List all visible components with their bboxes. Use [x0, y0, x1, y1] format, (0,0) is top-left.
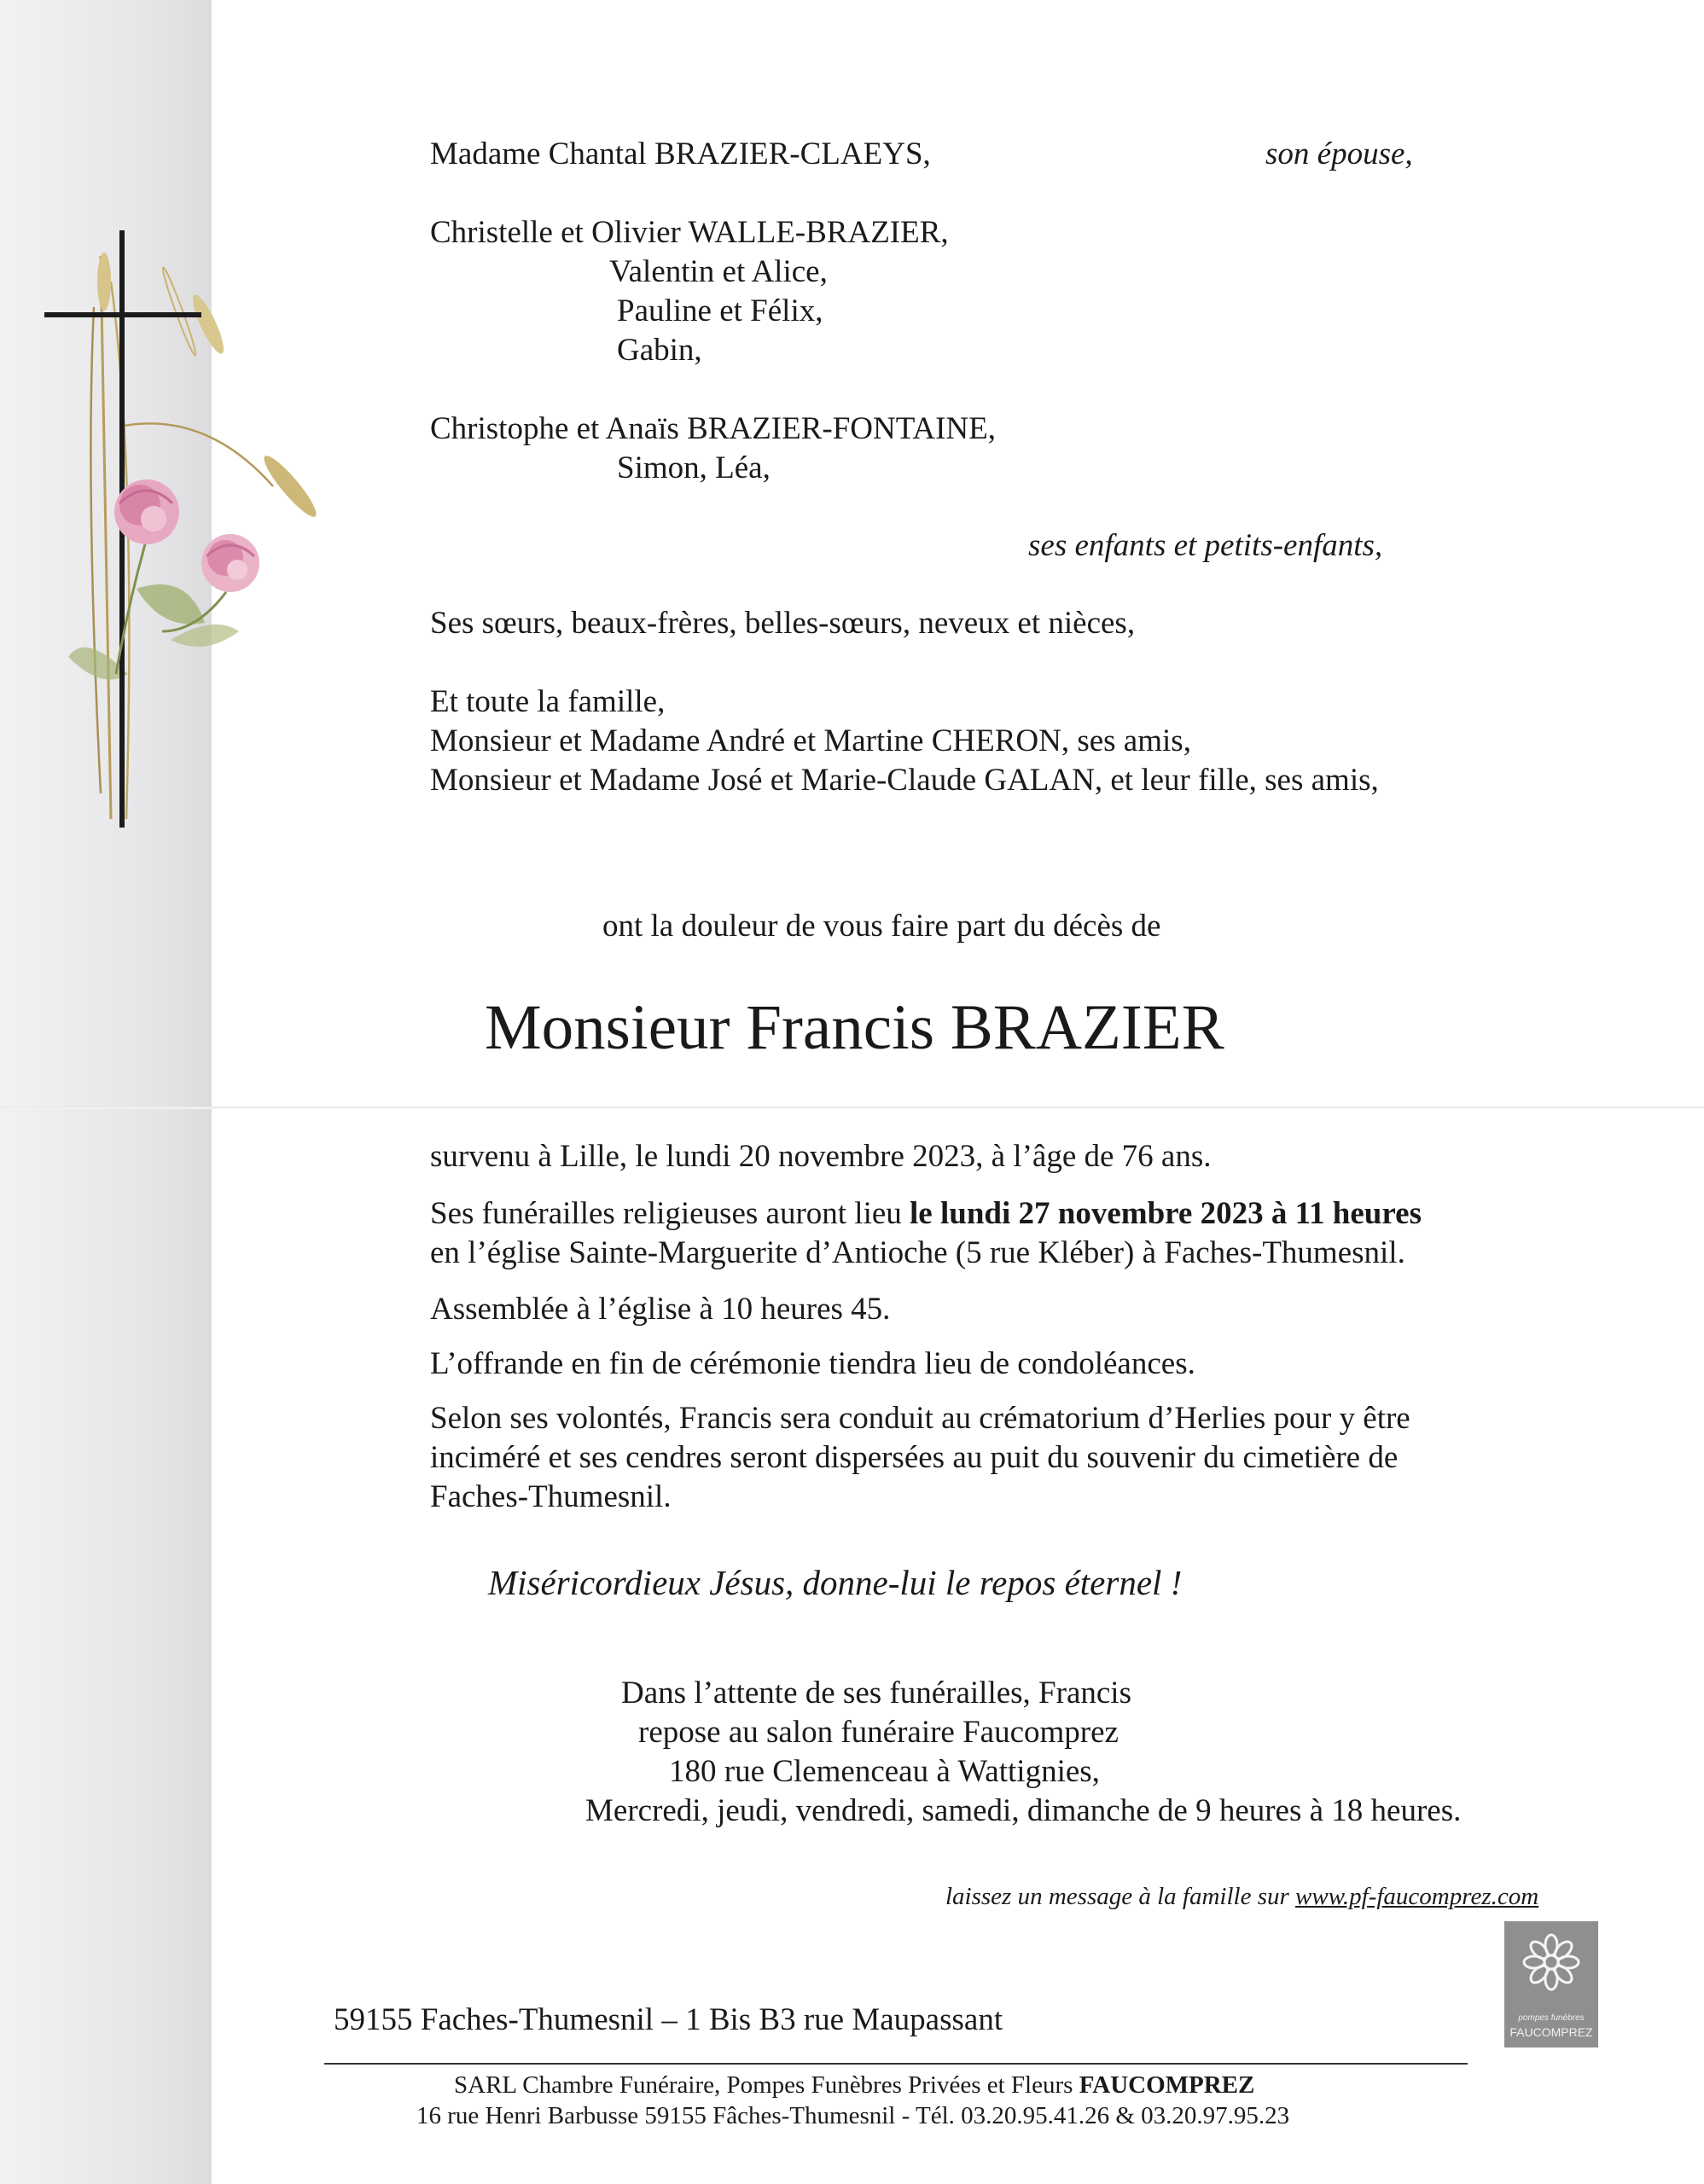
grandchildren-line: Simon, Léa,: [617, 450, 771, 485]
paper-fold-line: [0, 1107, 1704, 1109]
grandchildren-line: Valentin et Alice,: [609, 254, 828, 289]
footer-brand: FAUCOMPREZ: [1079, 2071, 1255, 2099]
visitation-line: repose au salon funéraire Faucomprez: [638, 1715, 1119, 1750]
prayer-line: Miséricordieux Jésus, donne-lui le repos éternel !: [488, 1563, 1183, 1602]
announcement-intro: ont la douleur de vous faire part du décès de: [602, 909, 1161, 944]
grandchildren-line: Pauline et Félix,: [617, 293, 823, 328]
cross-with-roses-icon: [34, 230, 375, 845]
friends-line: Monsieur et Madame André et Martine CHERON, ses amis,: [430, 723, 1191, 758]
children-role: ses enfants et petits-enfants,: [1028, 528, 1383, 563]
address-line: 59155 Faches-Thumesnil – 1 Bis B3 rue Maupassant: [334, 2002, 1003, 2037]
funeral-date-line: [430, 1194, 1422, 1234]
web-prefix: laissez un message à la famille sur: [945, 1883, 1296, 1910]
child-couple-1: Christelle et Olivier WALLE-BRAZIER,: [430, 215, 949, 250]
spouse-name: Madame Chantal BRAZIER-CLAEYS,: [430, 136, 931, 171]
web-message-line: [945, 1877, 1538, 1916]
footer-company: SARL Chambre Funéraire, Pompes Funèbres Privées et Fleurs: [454, 2071, 1079, 2099]
website-link[interactable]: www.pf-faucomprez.com: [1295, 1883, 1539, 1910]
assembly-time: Assemblée à l’église à 10 heures 45.: [430, 1292, 891, 1327]
offering-note: L’offrande en fin de cérémonie tiendra lieu de condoléances.: [430, 1346, 1195, 1381]
faucomprez-logo: [1504, 1921, 1598, 2048]
wishes-line: Selon ses volontés, Francis sera conduit au crématorium d’Herlies pour y être: [430, 1401, 1410, 1436]
funeral-place: en l’église Sainte-Marguerite d’Antioche (5 rue Kléber) à Faches-Thumesnil.: [430, 1235, 1405, 1270]
footer-contact-line: 16 rue Henri Barbusse 59155 Fâches-Thumesnil - Tél. 03.20.95.41.26 & 03.20.97.95.23: [416, 2102, 1290, 2129]
visitation-hours: Mercredi, jeudi, vendredi, samedi, dimanche de 9 heures à 18 heures.: [585, 1793, 1462, 1828]
footer-divider: [324, 2063, 1468, 2065]
siblings-line: Ses sœurs, beaux-frères, belles-sœurs, neveux et nièces,: [430, 606, 1136, 641]
visitation-line: 180 rue Clemenceau à Wattignies,: [669, 1754, 1100, 1789]
flower-rosette-icon: [1504, 1921, 1598, 2007]
footer-company-line: [454, 2070, 1254, 2100]
death-details: survenu à Lille, le lundi 20 novembre 2023, à l’âge de 76 ans.: [430, 1139, 1212, 1174]
child-couple-2: Christophe et Anaïs BRAZIER-FONTAINE,: [430, 411, 996, 446]
spouse-role: son épouse,: [1265, 136, 1413, 171]
logo-brand: FAUCOMPREZ: [1509, 2025, 1593, 2039]
wishes-line: Faches-Thumesnil.: [430, 1479, 672, 1514]
family-line: Et toute la famille,: [430, 684, 666, 719]
funeral-date: le lundi 27 novembre 2023 à 11 heures: [910, 1196, 1422, 1231]
logo-small-text: pompes funèbres: [1518, 2013, 1585, 2023]
grandchildren-line: Gabin,: [617, 333, 702, 368]
wishes-line: inciméré et ses cendres seront dispersées au puit du souvenir du cimetière de: [430, 1440, 1399, 1475]
visitation-line: Dans l’attente de ses funérailles, Francis: [621, 1676, 1131, 1711]
deceased-name: Monsieur Francis BRAZIER: [485, 992, 1224, 1063]
funeral-prefix: Ses funérailles religieuses auront lieu: [430, 1196, 910, 1231]
friends-line: Monsieur et Madame José et Marie-Claude GALAN, et leur fille, ses amis,: [430, 763, 1379, 798]
